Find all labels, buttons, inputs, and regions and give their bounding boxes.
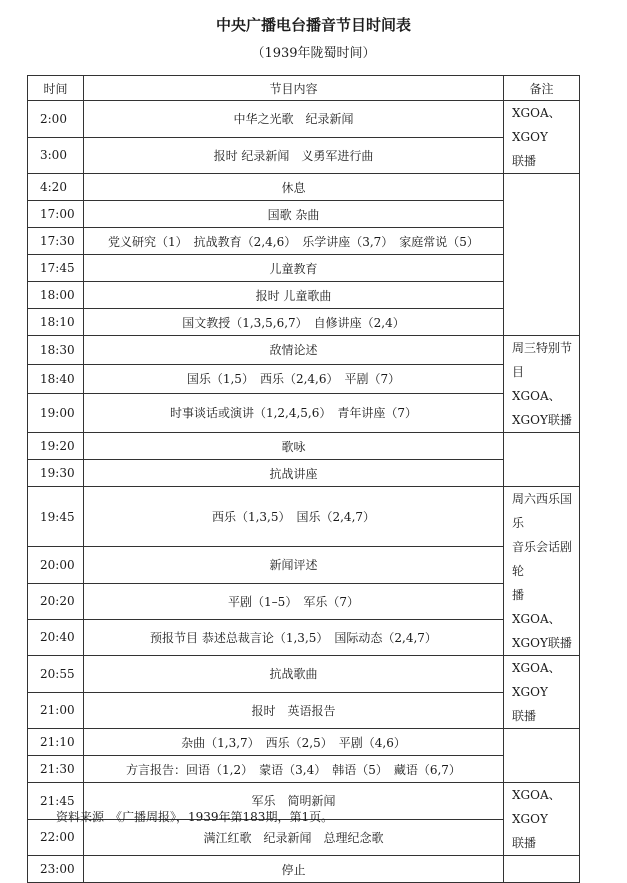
content-cell: 西乐（1,3,5） 国乐（2,4,7）: [84, 487, 504, 547]
content-cell: 报时 英语报告: [84, 692, 504, 729]
content-cell: 报时 纪录新闻 义勇军进行曲: [84, 137, 504, 174]
note-cell-empty: [504, 729, 580, 783]
content-cell: 军乐 简明新闻: [84, 783, 504, 820]
note-line: XGOA、XGOY: [512, 788, 561, 826]
time-cell: 22:00: [28, 819, 84, 856]
content-cell: 抗战歌曲: [84, 656, 504, 693]
note-cell-empty: [504, 856, 580, 883]
content-cell: 党义研究（1） 抗战教育（2,4,6） 乐学讲座（3,7） 家庭常说（5）: [84, 228, 504, 255]
table-row: [28, 460, 580, 487]
table-row: [28, 583, 580, 619]
content-cell: 停止: [84, 856, 504, 883]
table-row: [28, 336, 580, 365]
note-line: 周三特别节: [512, 341, 573, 355]
content-cell: 国文教授（1,3,5,6,7） 自修讲座（2,4）: [84, 309, 504, 336]
time-cell: 18:30: [28, 336, 84, 365]
content-cell: 预报节目 恭述总裁言论（1,3,5） 国际动态（2,4,7）: [84, 619, 504, 655]
time-cell: 17:30: [28, 228, 84, 255]
source-citation: 资料来源 《广播周报》，1939年第183期，第1页。: [56, 810, 334, 824]
header-time: 时间: [28, 76, 84, 101]
table-row: [28, 393, 580, 432]
table-row: [28, 364, 580, 393]
table-row: [28, 255, 580, 282]
time-cell: 21:45: [28, 783, 84, 820]
table-row: [28, 309, 580, 336]
note-line: XGOA、XGOY: [512, 106, 561, 144]
table-row: [28, 101, 580, 138]
note-cell: [504, 656, 580, 729]
content-cell: 敌情论述: [84, 336, 504, 365]
note-line: XGOY联播: [512, 413, 572, 427]
table-row: [28, 174, 580, 201]
content-cell: 休息: [84, 174, 504, 201]
content-cell: 儿童教育: [84, 255, 504, 282]
table-row: [28, 547, 580, 583]
content-cell: 满江红歌 纪录新闻 总理纪念歌: [84, 819, 504, 856]
table-row: [28, 692, 580, 729]
content-cell: 方言报告：回语（1,2） 蒙语（3,4） 韩语（5） 藏语（6,7）: [84, 756, 504, 783]
time-cell: 20:20: [28, 583, 84, 619]
note-line: 联播: [512, 836, 537, 850]
content-cell: 新闻评述: [84, 547, 504, 583]
table-row: [28, 137, 580, 174]
time-cell: 20:00: [28, 547, 84, 583]
time-cell: 18:40: [28, 364, 84, 393]
table-row: [28, 619, 580, 655]
time-cell: 21:30: [28, 756, 84, 783]
header-content: 节目内容: [84, 76, 504, 101]
content-cell: 歌咏: [84, 433, 504, 460]
table-row: [28, 756, 580, 783]
time-cell: 17:00: [28, 201, 84, 228]
document-subtitle: （1939年陇蜀时间）: [251, 46, 376, 61]
note-cell: [504, 336, 580, 433]
header-row: [28, 76, 580, 101]
content-cell: 抗战讲座: [84, 460, 504, 487]
time-cell: 18:00: [28, 282, 84, 309]
note-line: 联播: [512, 709, 537, 723]
time-cell: 2:00: [28, 101, 84, 138]
time-cell: 20:40: [28, 619, 84, 655]
table-row: [28, 656, 580, 693]
table-row: [28, 487, 580, 547]
note-line: 播 XGOA、: [512, 588, 561, 626]
content-cell: 平剧（1–5） 军乐（7）: [84, 583, 504, 619]
header-note: 备注: [504, 76, 580, 101]
time-cell: 21:10: [28, 729, 84, 756]
content-cell: 中华之光歌 纪录新闻: [84, 101, 504, 138]
note-cell: [504, 783, 580, 856]
table-row: [28, 433, 580, 460]
note-line: 音乐会话剧轮: [512, 540, 573, 578]
time-cell: 19:30: [28, 460, 84, 487]
table-row: [28, 228, 580, 255]
time-cell: 21:00: [28, 692, 84, 729]
note-line: XGOA、XGOY: [512, 661, 561, 699]
time-cell: 17:45: [28, 255, 84, 282]
note-cell-empty: [504, 174, 580, 336]
note-cell: [504, 101, 580, 174]
table-row: [28, 282, 580, 309]
note-line: 周六西乐国乐: [512, 492, 573, 530]
note-line: XGOY联播: [512, 636, 572, 650]
content-cell: 国歌 杂曲: [84, 201, 504, 228]
document-title: 中央广播电台播音节目时间表: [215, 16, 411, 34]
table-row: [28, 856, 580, 883]
time-cell: 19:20: [28, 433, 84, 460]
table-row: [28, 729, 580, 756]
note-line: 目 XGOA、: [512, 365, 561, 403]
note-cell-empty: [504, 433, 580, 487]
time-cell: 19:00: [28, 393, 84, 432]
time-cell: 4:20: [28, 174, 84, 201]
table-row: [28, 201, 580, 228]
schedule-table: [27, 75, 580, 883]
time-cell: 3:00: [28, 137, 84, 174]
time-cell: 18:10: [28, 309, 84, 336]
content-cell: 报时 儿童歌曲: [84, 282, 504, 309]
time-cell: 19:45: [28, 487, 84, 547]
content-cell: 杂曲（1,3,7） 西乐（2,5） 平剧（4,6）: [84, 729, 504, 756]
time-cell: 20:55: [28, 656, 84, 693]
content-cell: 时事谈话或演讲（1,2,4,5,6） 青年讲座（7）: [84, 393, 504, 432]
content-cell: 国乐（1,5） 西乐（2,4,6） 平剧（7）: [84, 364, 504, 393]
note-cell: [504, 487, 580, 656]
note-line: 联播: [512, 154, 537, 168]
time-cell: 23:00: [28, 856, 84, 883]
